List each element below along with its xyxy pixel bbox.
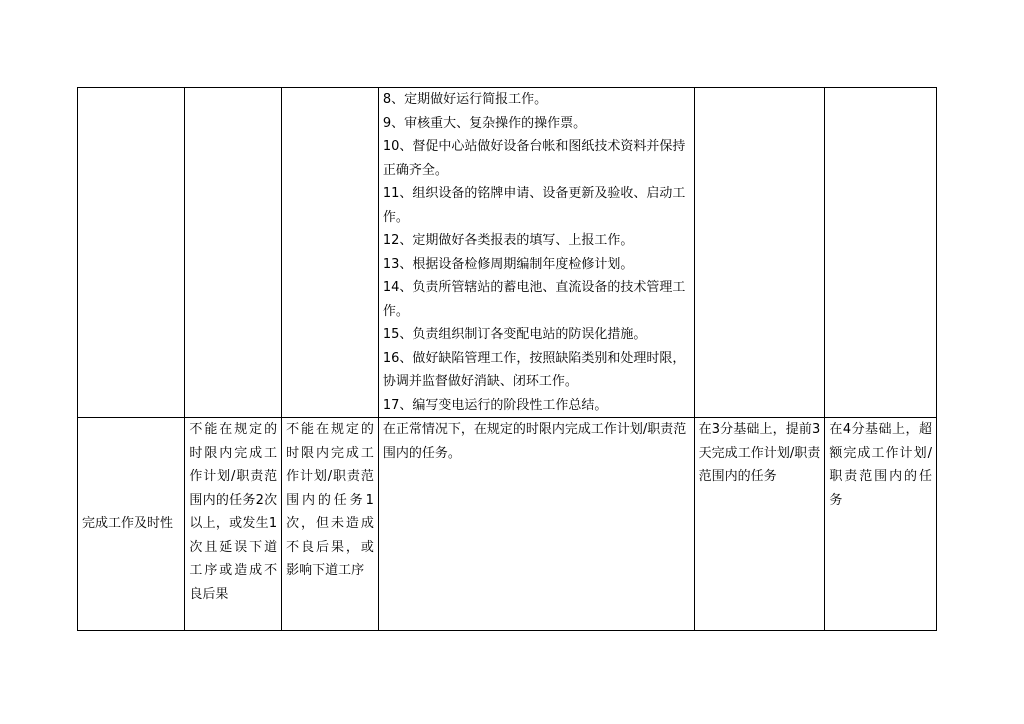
duty-item: 12、定期做好各类报表的填写、上报工作。 [382, 233, 634, 248]
duty-item: 11、组织设备的铭牌申请、设备更新及验收、启动工作。 [382, 186, 686, 225]
table-cell-empty [694, 88, 825, 418]
assessment-table [77, 87, 937, 631]
table-cell-empty [282, 88, 379, 418]
duty-item: 10、督促中心站做好设备台帐和图纸技术资料并保持正确齐全。 [382, 139, 686, 178]
duty-item: 13、根据设备检修周期编制年度检修计划。 [382, 256, 634, 272]
table-cell-empty [78, 88, 185, 418]
criterion-label: 完成工作及时性 [82, 516, 174, 531]
duty-item: 8、定期做好运行简报工作。 [382, 92, 548, 107]
score-5-criteria-cell [825, 418, 937, 631]
score-4-criteria: 在3分基础上，提前3天完成工作计划/职责范围内的任务 [698, 422, 821, 484]
score-3-criteria: 在正常情况下，在规定的时限内完成工作计划/职责范围内的任务。 [382, 422, 687, 461]
score-1-criteria: 不能在规定的时限内完成工作计划/职责范围内的任务2次以上，或发生1次且延误下道工序或造成不良后果 [189, 422, 278, 602]
score-5-criteria: 在4分基础上，超额完成工作计划/职责范围内的任务 [829, 422, 932, 508]
duty-item: 17、编写变电运行的阶段性工作总结。 [382, 397, 608, 413]
table-row [78, 88, 937, 418]
duties-list-cell [378, 88, 694, 418]
duty-item: 9、审核重大、复杂操作的操作票。 [382, 115, 587, 131]
score-3-criteria-cell [378, 418, 694, 631]
score-2-criteria-cell [282, 418, 379, 631]
table-cell-empty [825, 88, 937, 418]
table-cell-empty [185, 88, 282, 418]
criterion-label-cell [78, 418, 185, 631]
score-4-criteria-cell [694, 418, 825, 631]
duty-item: 16、做好缺陷管理工作，按照缺陷类别和处理时限，协调并监督做好消缺、闭环工作。 [382, 350, 686, 389]
duty-item: 15、负责组织制订各变配电站的防误化措施。 [382, 327, 647, 342]
duty-item: 14、负责所管辖站的蓄电池、直流设备的技术管理工作。 [382, 280, 686, 319]
score-1-criteria-cell [185, 418, 282, 631]
table-row [78, 418, 937, 631]
score-2-criteria: 不能在规定的时限内完成工作计划/职责范围内的任务1次，但未造成不良后果，或影响下道工序 [286, 422, 374, 578]
